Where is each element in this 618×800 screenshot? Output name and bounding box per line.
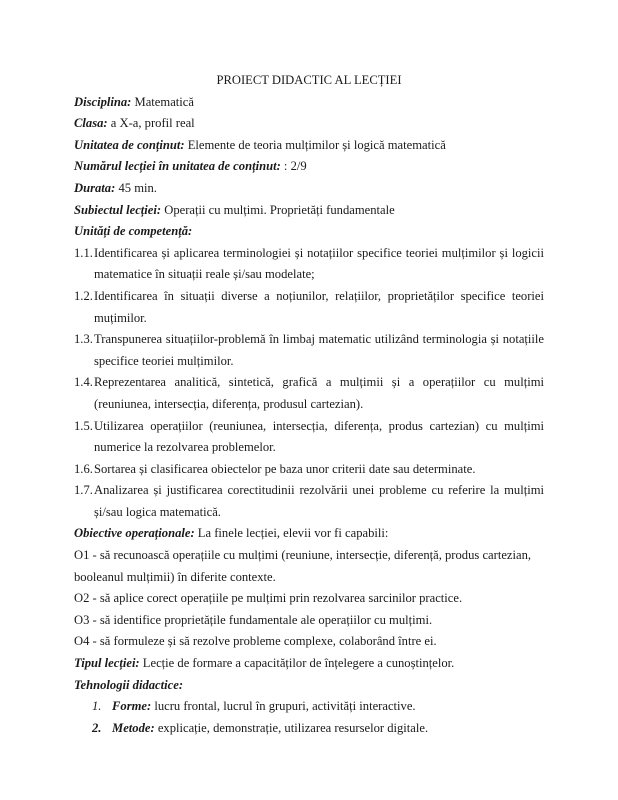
competency-text: Identificarea și aplicarea terminologiei și notațiilor specifice teoriei mulțimilor și logicii matematice în situații reale și/sau modelate; [94, 245, 544, 282]
lesson-type-value: Lecție de formare a capacităților de înțelegere a cunoștințelor. [139, 656, 455, 671]
objective-item-o3: O3 - să identifice proprietățile fundamentale ale operațiilor cu mulțimi. [74, 612, 433, 627]
competency-item [74, 329, 544, 372]
competency-text: Reprezentarea analitică, sintetică, grafică a mulțimii și a operațiilor cu mulțimi (reuniunea, intersecția, diferența, produsul cartezian). [94, 375, 544, 411]
field-numarul-lectiei [74, 156, 544, 178]
competency-text: Utilizarea operațiilor (reuniunea, intersecția, diferența, produs cartezian) cu mulțimi numerice la rezolvarea problemelor. [94, 418, 544, 455]
competency-text: Analizarea și justificarea corectitudinii rezolvării unei probleme cu referire la mulțimi și/sau logica matematică. [94, 483, 544, 519]
competency-item [74, 480, 544, 523]
field-label: Durata: [74, 180, 116, 195]
competency-text: Transpunerea situațiilor-problemă în limbaj matematic utilizând terminologia și notațiile specifice teoriei mulțimilor. [94, 332, 544, 368]
objectives-heading [74, 523, 544, 545]
competency-text: Sortarea și clasificarea obiectelor pe baza unor criterii date sau determinate. [94, 461, 476, 476]
technology-label: Forme: [112, 699, 152, 714]
field-value: Operații cu mulțimi. Proprietăți fundamentale [161, 202, 395, 217]
competency-item [74, 459, 544, 481]
field-subiectul [74, 200, 544, 222]
competency-text: Identificarea în situații diverse a noțiunilor, relațiilor, proprietăților specifice teoriei muțimilor. [94, 288, 544, 325]
technology-value: lucru frontal, lucrul în grupuri, activități interactive. [151, 699, 416, 714]
technology-item-forme [74, 696, 544, 718]
field-value: Matematică [131, 94, 194, 109]
objective-item-o2: O2 - să aplice corect operațiile pe mulțimi prin rezolvarea sarcinilor practice. [74, 591, 463, 606]
document-page [74, 70, 544, 739]
field-value: a X-a, profil real [107, 116, 195, 131]
competency-number: 1.1. [74, 245, 93, 260]
document-title: PROIECT DIDACTIC AL LECȚIEI [216, 73, 402, 87]
competency-item [74, 243, 544, 286]
field-label: Unitatea de conținut: [74, 137, 185, 152]
technology-item-metode [74, 718, 544, 740]
objective-item-o1-continued: booleanul mulțimii) în diferite contexte. [74, 569, 276, 584]
field-unitatea [74, 135, 544, 157]
competency-item [74, 416, 544, 459]
competency-number: 1.5. [74, 418, 93, 433]
technologies-heading: Tehnologii didactice: [74, 677, 184, 692]
competency-item [74, 372, 544, 415]
field-label: Clasa: [74, 116, 108, 131]
field-clasa [74, 113, 544, 135]
field-label: Subiectul lecției: [74, 202, 162, 217]
competency-number: 1.2. [74, 288, 93, 303]
competency-number: 1.3. [74, 332, 93, 347]
competency-number: 1.6. [74, 461, 93, 476]
objectives-label: Obiective operaționale: [74, 526, 195, 541]
list-number: 1. [92, 699, 102, 714]
technology-label: Metode: [112, 720, 155, 735]
competency-number: 1.4. [74, 375, 93, 390]
field-disciplina [74, 92, 544, 114]
field-value: 45 min. [115, 180, 157, 195]
objective-item-o1: O1 - să recunoască operațiile cu mulțimi (reuniune, intersecție, diferență, produs cartezian, [74, 548, 532, 563]
lesson-type [74, 653, 544, 675]
technology-value: explicație, demonstrație, utilizarea resurselor digitale. [154, 720, 429, 735]
field-value: Elemente de teoria mulțimilor și logică matematică [184, 137, 446, 152]
field-durata [74, 178, 544, 200]
objective-item-o4: O4 - să formuleze și să rezolve probleme complexe, colaborând între ei. [74, 634, 437, 649]
objectives-intro: La finele lecției, elevii vor fi capabili: [194, 526, 389, 541]
lesson-type-label: Tipul lecției: [74, 656, 140, 671]
competency-item [74, 286, 544, 329]
competency-number: 1.7. [74, 483, 93, 498]
competencies-heading: Unități de competență: [74, 224, 193, 239]
field-value: : 2/9 [280, 159, 307, 174]
field-label: Disciplina: [74, 94, 132, 109]
list-number: 2. [92, 720, 102, 735]
field-label: Numărul lecției în unitatea de conținut: [74, 159, 281, 174]
